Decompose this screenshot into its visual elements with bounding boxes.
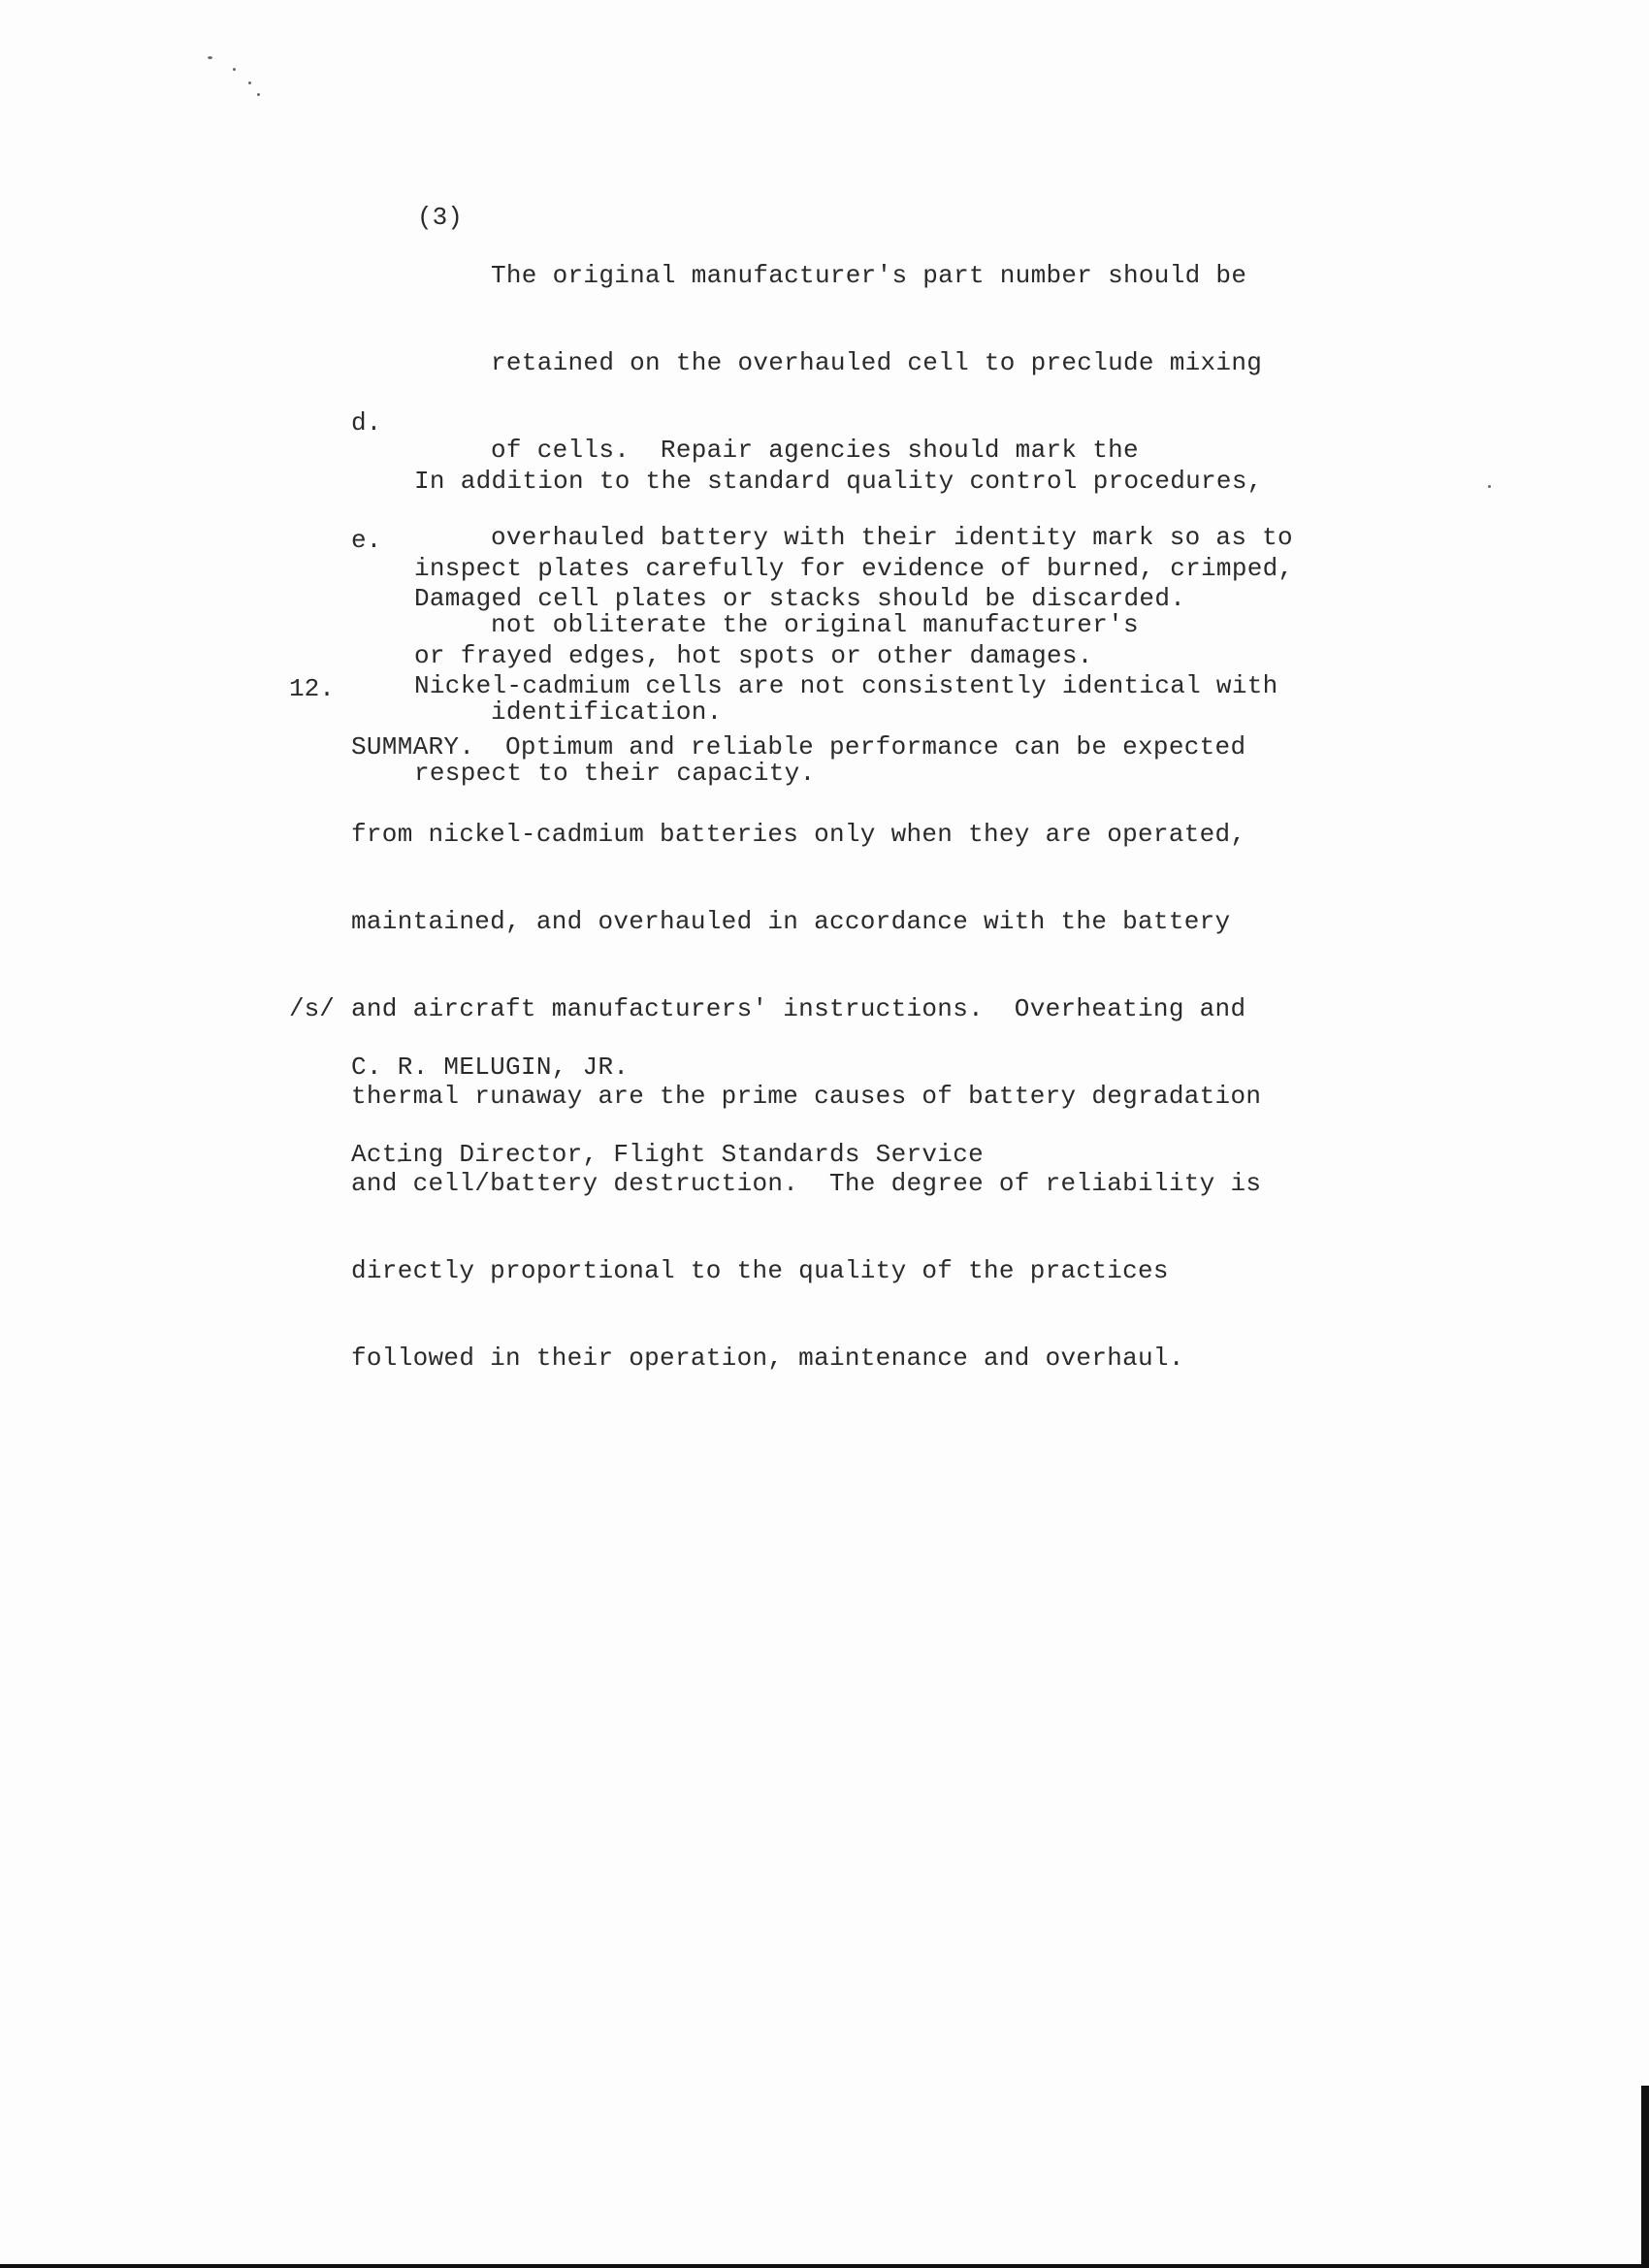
section-12-line: SUMMARY. Optimum and reliable performance can be expected — [351, 732, 1246, 761]
section-12-line: and aircraft manufacturers' instructions. Overheating and — [351, 994, 1246, 1023]
item-c3-line: overhauled battery with their identity mark so as to — [491, 523, 1293, 552]
section-12-line: directly proportional to the quality of the practices — [351, 1256, 1169, 1285]
item-c3-line: The original manufacturer's part number should be — [491, 261, 1247, 290]
item-e-label: e. — [351, 526, 382, 555]
section-12-line: maintained, and overhauled in accordance with the battery — [351, 907, 1231, 936]
scan-speck — [1488, 485, 1491, 488]
item-c3-line: not obliterate the original manufacturer's — [491, 610, 1139, 639]
item-c3-line: identification. — [491, 697, 723, 727]
scan-speck — [248, 81, 251, 84]
section-12-line: and cell/battery destruction. The degree of reliability is — [351, 1169, 1262, 1198]
signatory-name: C. R. MELUGIN, JR. — [351, 1053, 630, 1082]
item-e-line: Damaged cell plates or stacks should be discarded. — [414, 584, 1186, 613]
scan-speck — [208, 56, 212, 59]
item-d-line: or frayed edges, hot spots or other damages. — [414, 641, 1093, 670]
item-e-line: Nickel-cadmium cells are not consistently identical with — [414, 671, 1278, 700]
scan-edge-right — [1641, 2086, 1649, 2268]
signatory-title: Acting Director, Flight Standards Service — [351, 1140, 985, 1169]
item-d-line: inspect plates carefully for evidence of burned, crimped, — [414, 554, 1294, 583]
item-c3-line: of cells. Repair agencies should mark the — [491, 436, 1139, 465]
section-12-line: followed in their operation, maintenance and overhaul. — [351, 1344, 1184, 1373]
item-c3-line: retained on the overhauled cell to preclude mixing — [491, 348, 1263, 377]
signature-block — [351, 994, 984, 1227]
item-c3-label: (3) — [417, 203, 463, 232]
section-12-line: thermal runaway are the prime causes of battery degradation — [351, 1082, 1262, 1111]
scan-edge-bottom — [0, 2264, 1649, 2268]
section-12-line: from nickel-cadmium batteries only when they are operated, — [351, 820, 1246, 849]
item-d-label: d. — [351, 408, 382, 437]
section-12-label: 12. — [289, 674, 335, 703]
signature-mark: /s/ — [289, 994, 335, 1023]
scan-speck — [257, 93, 260, 96]
scan-speck — [233, 68, 236, 71]
item-d-line: In addition to the standard quality control procedures, — [414, 467, 1263, 496]
item-e-line: respect to their capacity. — [414, 759, 816, 788]
